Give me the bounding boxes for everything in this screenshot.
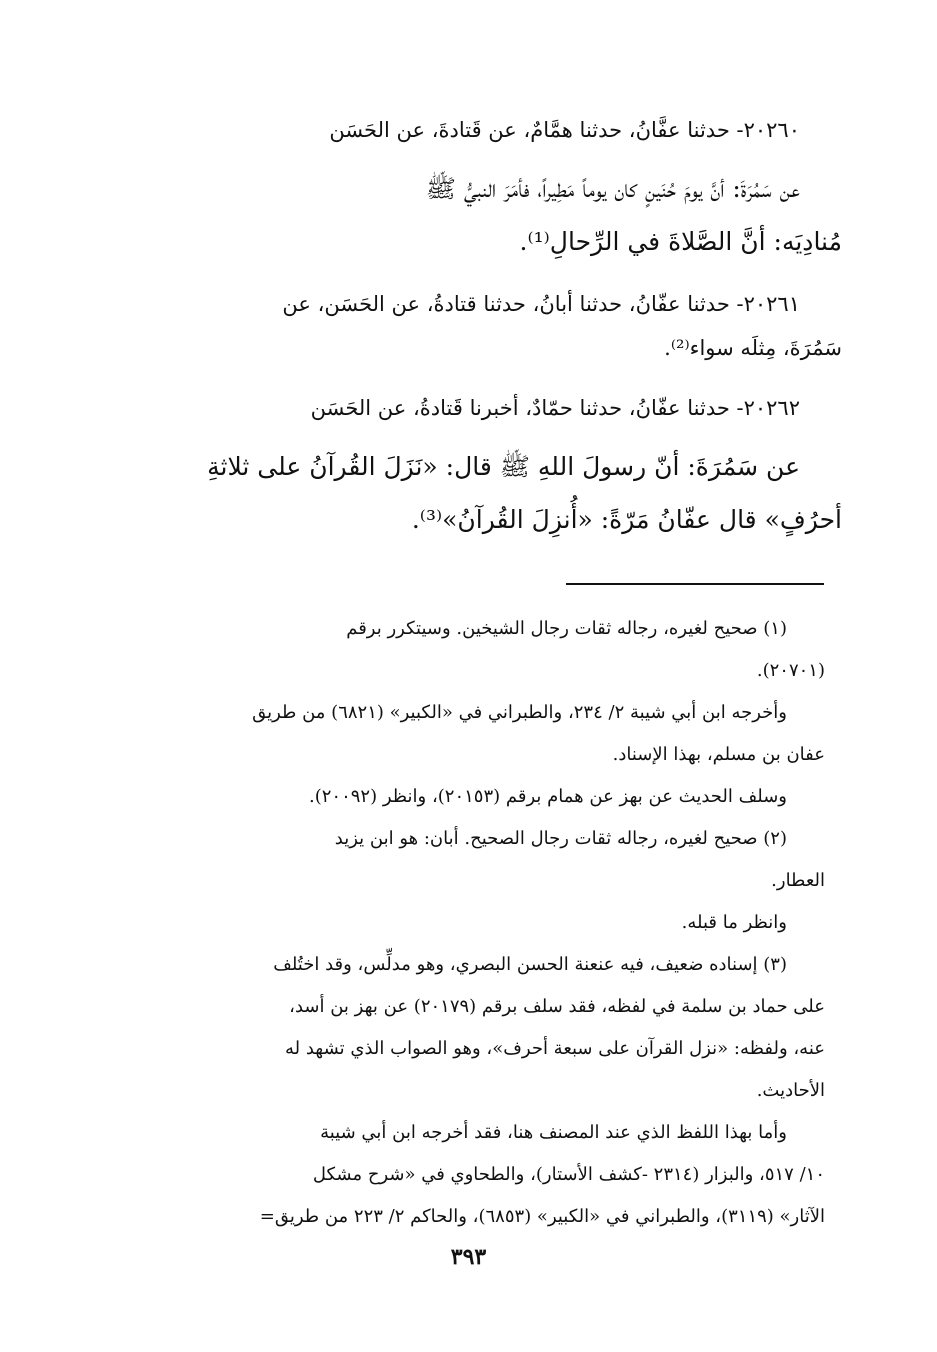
footnote-3-line-6: ١٠/ ٥١٧، والبزار (٢٣١٤ -كشف الأستار)، والطحاوي في «شرح مشكل xyxy=(312,1164,825,1185)
hadith-20261-line-2: سَمُرَةَ، مِثلَه سواء⁽²⁾. xyxy=(664,336,842,360)
footnote-1-line-2: (٢٠٧٠١). xyxy=(756,660,825,681)
hadith-20260-line-2: عن سَمُرَةَ: أنَّ يومَ حُنَينٍ كان يوماً مَطِيراً، فأمَرَ النبيُّ ﷺ xyxy=(425,174,800,203)
hadith-20262-line-2: عن سَمُرَةَ: أنّ رسولَ اللهِ ﷺ قال: «نَزَلَ القُرآنُ على ثلاثةِ xyxy=(207,452,800,481)
footnote-1-line-1: (١) صحيح لغيره، رجاله ثقات رجال الشيخين. وسيتكرر برقم xyxy=(346,618,787,639)
footnote-separator xyxy=(566,583,824,585)
footnote-2-line-1: (٢) صحيح لغيره، رجاله ثقات رجال الصحيح. أبان: هو ابن يزيد xyxy=(334,828,787,849)
footnotes xyxy=(120,608,825,1238)
hadith-20260-line-3: مُنادِيَه: أنَّ الصَّلاةَ في الرِّحالِ⁽¹⁾. xyxy=(519,227,842,256)
footnote-2-line-3: وانظر ما قبله. xyxy=(681,912,787,933)
footnote-3-line-7: الآثار» (٣١١٩)، والطبراني في «الكبير» (٦٨٥٣)، والحاكم ٢/ ٢٢٣ من طريق= xyxy=(259,1206,825,1227)
footnote-3-line-2: على حماد بن سلمة في لفظه، فقد سلف برقم (٢٠١٧٩) عن بهز بن أسد، xyxy=(289,996,825,1017)
hadith-20261-line-1: ٢٠٢٦١- حدثنا عفّانُ، حدثنا أبانُ، حدثنا قتادةُ، عن الحَسَن، عن xyxy=(282,292,800,316)
footnote-3-line-3: عنه، ولفظه: «نزل القرآن على سبعة أحرف»، وهو الصواب الذي تشهد له xyxy=(285,1038,825,1059)
footnote-3-line-1: (٣) إسناده ضعيف، فيه عنعنة الحسن البصري، وهو مدلِّس، وقد اختُلف xyxy=(273,954,787,975)
main-text xyxy=(120,108,842,546)
footnote-1-line-4: عفان بن مسلم، بهذا الإسناد. xyxy=(612,744,825,765)
hadith-20262-line-1: ٢٠٢٦٢- حدثنا عفّانُ، حدثنا حمّادٌ، أخبرنا قَتادةُ، عن الحَسَن xyxy=(310,396,800,420)
footnote-2-line-2: العطار. xyxy=(771,870,825,891)
hadith-20260-line-1: ٢٠٢٦٠- حدثنا عفَّانُ، حدثنا همَّامٌ، عن قَتادةَ، عن الحَسَن xyxy=(329,118,800,142)
page-number: ٣٩٣ xyxy=(450,1244,487,1270)
footnote-1-line-5: وسلف الحديث عن بهز عن همام برقم (٢٠١٥٣)، وانظر (٢٠٠٩٢). xyxy=(309,786,787,807)
footnote-1-line-3: وأخرجه ابن أبي شيبة ٢/ ٢٣٤، والطبراني في «الكبير» (٦٨٢١) من طريق xyxy=(252,702,787,723)
footnote-3-line-5: وأما بهذا اللفظ الذي عند المصنف هنا، فقد أخرجه ابن أبي شيبة xyxy=(320,1122,787,1143)
footnote-3-line-4: الأحاديث. xyxy=(756,1080,825,1101)
hadith-20262-line-3: أحرُفٍ» قال عفّانُ مَرّةً: «أُنزِلَ القُرآنُ»⁽³⁾. xyxy=(411,505,842,534)
